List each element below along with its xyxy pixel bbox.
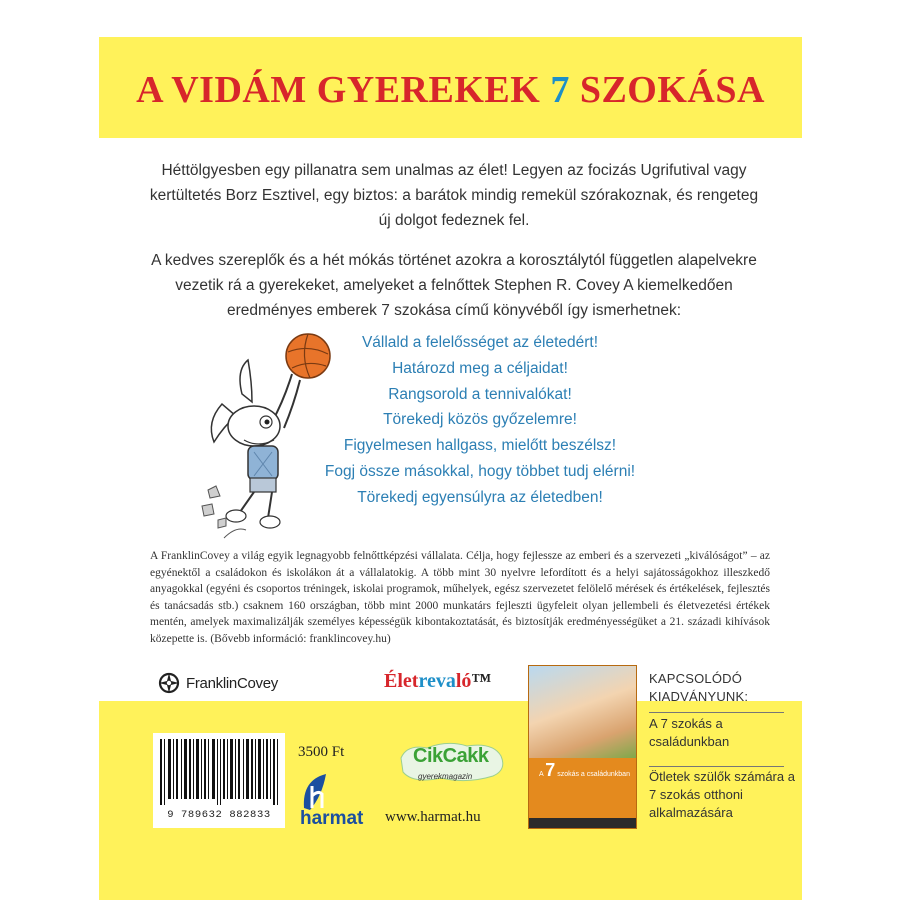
title-number: 7 xyxy=(550,69,570,111)
related-heading: KAPCSOLÓDÓ KIADVÁNYUNK: xyxy=(649,671,749,704)
related-subtitle: Ötletek szülők számára a 7 szokás otthoni alkalmazására xyxy=(649,769,795,820)
compass-icon xyxy=(158,672,180,694)
cikcakk-wordmark: CikCakk xyxy=(413,745,489,767)
related-book-cover xyxy=(528,665,637,829)
intro-paragraph-2: A kedves szereplők és a hét mókás történet azokra a korosztálytól független alapelvekre vezetik rá a gyerekeket, amelyeket a felnőttek Stephen R. Covey A kiemelkedően eredményes emberek 7 szokása című könyvéből így ismerhetnek: xyxy=(151,252,757,319)
habits-list xyxy=(300,330,660,511)
publisher-url: www.harmat.hu xyxy=(385,809,481,825)
barcode xyxy=(153,733,285,828)
related-book-cover-title: A 7 szokás a családunkban xyxy=(539,760,630,780)
cover-strip xyxy=(529,818,636,828)
isbn-number: 9 789632 882833 xyxy=(167,809,271,821)
intro-paragraph-1: Héttölgyesben egy pillanatra sem unalmas az élet! Legyen az focizás Ugrifutival vagy kertültetés Borz Esztivel, egy biztos: a barátok mindig remekül szórakoznak, és rengeteg új dolgot fedeznek fel. xyxy=(149,162,759,229)
habit-item: Határozd meg a céljaidat! xyxy=(392,359,568,377)
franklincovey-wordmark: FranklinCovey xyxy=(186,674,278,692)
related-publication xyxy=(649,670,795,820)
habit-item: Törekedj közös győzelemre! xyxy=(383,411,577,429)
family-photo xyxy=(529,666,636,758)
book-title: A VIDÁM GYEREKEK 7 SZOKÁSA xyxy=(136,69,765,111)
barcode-bars xyxy=(158,739,280,805)
divider xyxy=(649,712,784,713)
habit-item: Figyelmesen hallgass, mielőtt beszélsz! xyxy=(343,437,617,455)
price: 3500 Ft xyxy=(298,744,345,760)
habit-item: Fogj össze másokkal, hogy többet tudj elérni! xyxy=(324,462,636,480)
franklincovey-logo xyxy=(158,672,278,694)
habit-item: Rangsorold a tennivalókat! xyxy=(388,385,572,403)
related-title: A 7 szokás a családunkban xyxy=(649,716,730,749)
eletrevalo-logo: Életrevaló™ xyxy=(384,670,492,692)
harmat-wordmark: harmat xyxy=(300,808,364,829)
franklincovey-about: A FranklinCovey a világ egyik legnagyobb felnőttképzési vállalata. Célja, hogy fejlessze az emberi és a szervezeti „kiválóságot” – az egyénektől a családokon és iskolákon át a vállalatokig. A több mint 30 nyelvre lefordított és a helyi sajátosságokhoz illeszkedő anyagokkal (egyéni és csoportos tréningek, iskolai programok, műhelyek, egész szervezetet felölelő mérések és értékelések, fejlesztés és tanácsadás stb.) csaknem 160 országban, több mint 2000 munkatárs fejleszti ügyfeleit olyan jellembeli és életvezetési értékek mentén, amelyek maximalizálják személyes képességük kibontakoztatását, és biztosítják eredményességüket a 21. századi kihívások közepette is. (Bővebb információ: franklincovey.hu) xyxy=(150,550,770,645)
habit-item: Törekedj egyensúlyra az életedben! xyxy=(357,488,603,506)
cikcakk-tagline: gyerekmagazin xyxy=(418,772,473,781)
habit-item: Vállald a felelősséget az életedért! xyxy=(361,334,599,351)
divider xyxy=(649,766,784,767)
